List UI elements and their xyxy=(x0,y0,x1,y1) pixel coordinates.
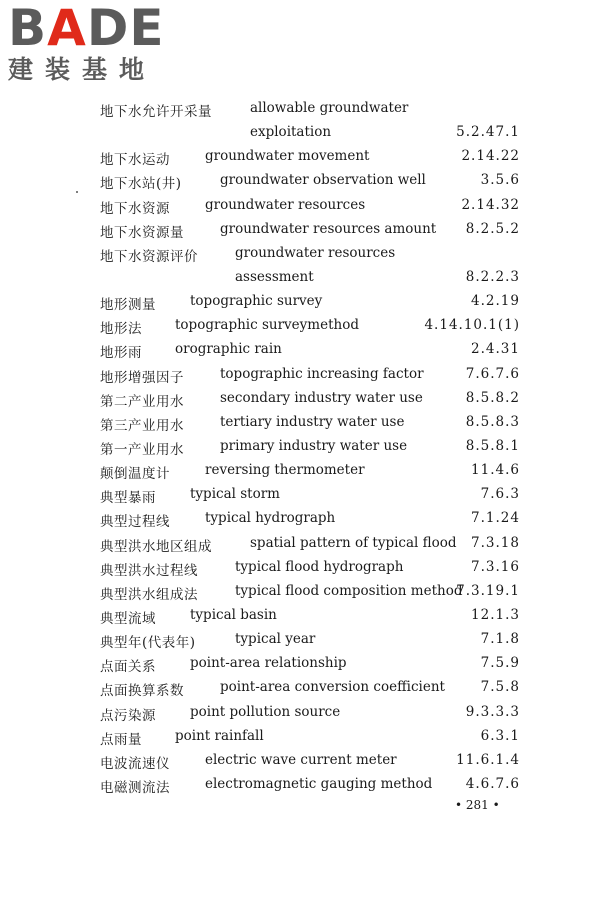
term-en: point rainfall xyxy=(175,727,264,744)
term-zh: 典型流域 xyxy=(100,610,156,627)
glossary-line xyxy=(0,410,600,434)
glossary-line xyxy=(0,193,600,217)
glossary-line xyxy=(0,168,600,192)
term-en: typical storm xyxy=(190,486,280,503)
glossary-line xyxy=(0,651,600,675)
logo-letter: B xyxy=(8,0,48,57)
term-en: groundwater resources amount xyxy=(220,220,437,237)
glossary-line xyxy=(0,265,600,289)
term-zh: 颠倒温度计 xyxy=(100,466,170,483)
glossary-line xyxy=(0,289,600,313)
section-ref: 2.14.32 xyxy=(461,196,520,213)
term-en: typical flood hydrograph xyxy=(235,558,404,575)
glossary-line xyxy=(0,531,600,555)
section-ref: 12.1.3 xyxy=(471,606,520,623)
term-zh: 点雨量 xyxy=(100,731,142,748)
term-en: typical basin xyxy=(190,606,277,623)
section-ref: 4.2.19 xyxy=(471,293,520,310)
section-ref: 7.1.24 xyxy=(471,510,520,527)
term-en: assessment xyxy=(235,268,314,285)
glossary-line xyxy=(0,386,600,410)
glossary-line xyxy=(0,579,600,603)
logo-letter-accent: A xyxy=(47,0,87,57)
term-zh: 典型洪水过程线 xyxy=(100,562,198,579)
term-en: point-area conversion coefficient xyxy=(220,679,445,696)
bade-logo xyxy=(8,2,165,84)
logo-subtitle: 建装基地 xyxy=(8,55,157,84)
term-zh: 第三产业用水 xyxy=(100,417,184,434)
section-ref: 7.6.7.6 xyxy=(465,365,520,382)
term-en: reversing thermometer xyxy=(205,462,365,479)
term-en: topographic increasing factor xyxy=(220,365,424,382)
glossary-line xyxy=(0,337,600,361)
term-zh: 第一产业用水 xyxy=(100,441,184,458)
term-en: topographic surveymethod xyxy=(175,317,359,334)
term-zh: 电磁测流法 xyxy=(100,779,170,796)
section-ref: 11.4.6 xyxy=(471,462,520,479)
glossary-line xyxy=(0,700,600,724)
term-en: typical year xyxy=(235,631,316,648)
section-ref: 11.6.1.4 xyxy=(456,751,520,768)
term-en: exploitation xyxy=(250,124,332,141)
glossary-line xyxy=(0,144,600,168)
term-en: groundwater resources xyxy=(205,196,366,213)
term-zh: 地下水运动 xyxy=(100,152,170,169)
term-zh: 地形雨 xyxy=(100,345,142,362)
term-zh: 点污染源 xyxy=(100,707,156,724)
section-ref: 6.3.1 xyxy=(480,727,520,744)
term-en: groundwater movement xyxy=(205,148,370,165)
section-ref: 2.4.31 xyxy=(471,341,520,358)
term-en: secondary industry water use xyxy=(220,389,423,406)
section-ref: 7.6.3 xyxy=(480,486,520,503)
section-ref: 4.6.7.6 xyxy=(465,775,520,792)
term-zh: 点面换算系数 xyxy=(100,683,184,700)
glossary-entry-list xyxy=(0,96,600,796)
term-zh: 点面关系 xyxy=(100,659,156,676)
section-ref: 8.2.2.3 xyxy=(465,268,520,285)
term-zh: 地下水资源 xyxy=(100,200,170,217)
section-ref: 7.1.8 xyxy=(480,631,520,648)
term-zh: 典型暴雨 xyxy=(100,490,156,507)
term-zh: 典型洪水地区组成 xyxy=(100,538,212,555)
term-zh: 第二产业用水 xyxy=(100,393,184,410)
section-ref: 7.5.9 xyxy=(480,655,520,672)
term-zh: 电波流速仪 xyxy=(100,755,170,772)
glossary-line xyxy=(0,362,600,386)
term-zh: 地下水资源评价 xyxy=(100,248,198,265)
glossary-line xyxy=(0,675,600,699)
logo-letter: E xyxy=(129,0,165,57)
page-number: • 281 • xyxy=(455,798,500,812)
glossary-line xyxy=(0,241,600,265)
section-ref: 8.5.8.3 xyxy=(465,413,520,430)
glossary-line xyxy=(0,434,600,458)
term-zh: 地下水允许开采量 xyxy=(100,104,212,120)
section-ref: 2.14.22 xyxy=(461,148,520,165)
term-zh: 典型过程线 xyxy=(100,514,170,531)
term-zh: 地形测量 xyxy=(100,297,156,314)
section-ref: 7.3.18 xyxy=(471,534,520,551)
section-ref: 7.3.16 xyxy=(471,558,520,575)
glossary-line xyxy=(0,506,600,530)
term-en: electromagnetic gauging method xyxy=(205,775,433,792)
term-en: groundwater observation well xyxy=(220,172,426,189)
glossary-line xyxy=(0,120,600,144)
term-en: groundwater resources xyxy=(235,244,396,261)
term-en: primary industry water use xyxy=(220,437,408,454)
term-en: topographic survey xyxy=(190,293,323,310)
glossary-line xyxy=(0,724,600,748)
glossary-line xyxy=(0,603,600,627)
term-en: typical hydrograph xyxy=(205,510,336,527)
term-zh: 典型洪水组成法 xyxy=(100,586,198,603)
glossary-line xyxy=(0,555,600,579)
term-en: allowable groundwater xyxy=(250,100,409,116)
section-ref: 8.2.5.2 xyxy=(465,220,520,237)
term-zh: 典型年(代表年) xyxy=(100,635,196,652)
logo-wordmark xyxy=(8,0,165,57)
glossary-line xyxy=(0,627,600,651)
logo-letter: D xyxy=(86,0,130,57)
term-en: point pollution source xyxy=(190,703,341,720)
section-ref: 7.5.8 xyxy=(480,679,520,696)
glossary-line xyxy=(0,458,600,482)
term-zh: 地下水站(井) xyxy=(100,176,182,193)
term-en: electric wave current meter xyxy=(205,751,397,768)
term-zh: 地形增强因子 xyxy=(100,369,184,386)
term-en: orographic rain xyxy=(175,341,282,358)
section-ref: 8.5.8.2 xyxy=(465,389,520,406)
glossary-line xyxy=(0,96,600,120)
section-ref: 4.14.10.1(1) xyxy=(424,317,520,334)
section-ref: 7.3.19.1 xyxy=(456,582,520,599)
glossary-line xyxy=(0,313,600,337)
term-zh: 地下水资源量 xyxy=(100,224,184,241)
term-en: spatial pattern of typical flood xyxy=(250,534,457,551)
section-ref: 3.5.6 xyxy=(480,172,520,189)
glossary-line xyxy=(0,748,600,772)
glossary-line xyxy=(0,217,600,241)
section-ref: 9.3.3.3 xyxy=(465,703,520,720)
term-zh: 地形法 xyxy=(100,321,142,338)
term-en: tertiary industry water use xyxy=(220,413,405,430)
section-ref: 5.2.47.1 xyxy=(456,124,520,141)
glossary-line xyxy=(0,482,600,506)
term-en: typical flood composition method xyxy=(235,582,463,599)
glossary-line xyxy=(0,772,600,796)
section-ref: 8.5.8.1 xyxy=(465,437,520,454)
term-en: point-area relationship xyxy=(190,655,347,672)
